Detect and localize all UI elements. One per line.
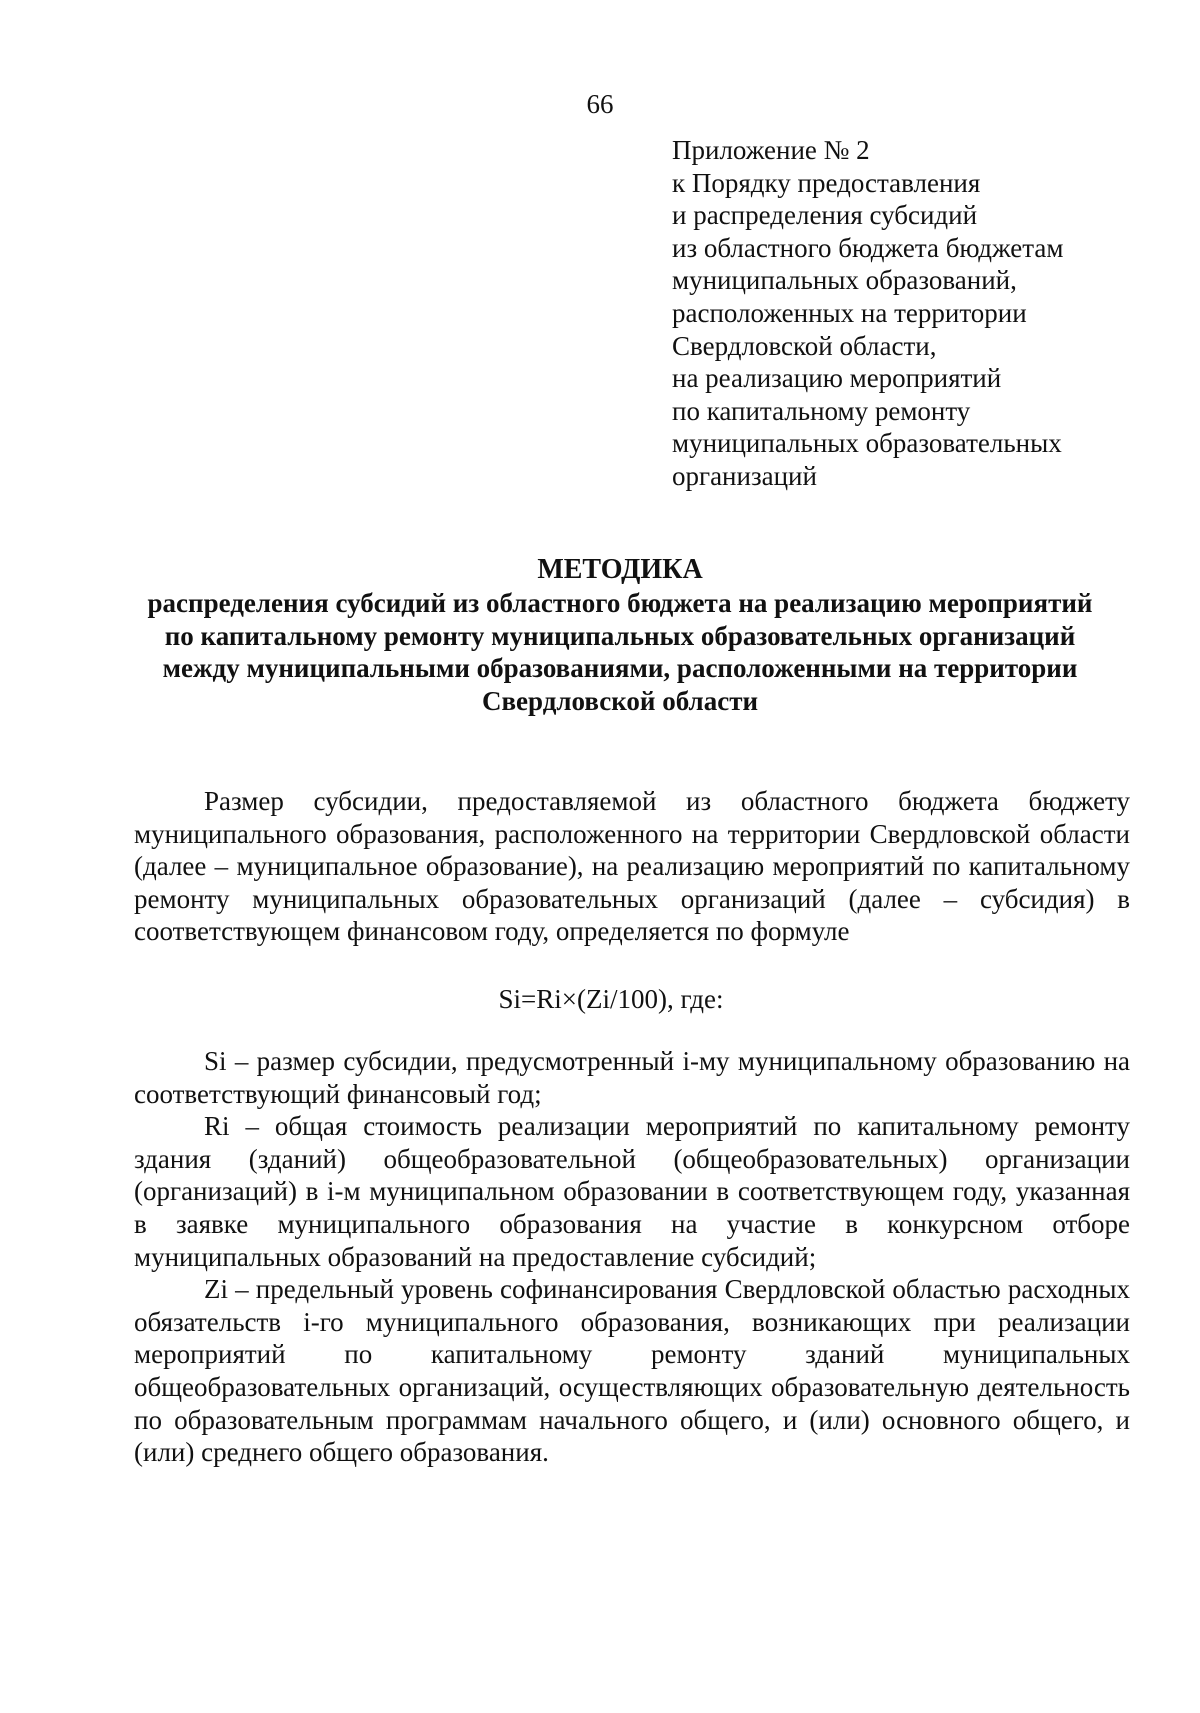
appendix-line: Свердловской области, (672, 330, 937, 361)
definition-ri: Ri – общая стоимость реализации мероприятий по капитальному ремонту здания (зданий) общеобразовательной (общеобразовательных) организации (организаций) в i-м муниципальном образовании в соответствующем году, указанная в заявке муниципального образования на участие в конкурсном отборе муниципальных образований на предоставление субсидий; (134, 1111, 1130, 1272)
definitions-section (134, 1045, 1130, 1469)
appendix-line: Приложение № 2 (672, 135, 870, 165)
appendix-line: муниципальных образований, (672, 265, 1017, 296)
document-subtitle-line: распределения субсидий из областного бюджета на реализацию мероприятий (147, 588, 1093, 618)
document-subtitle-line: по капитальному ремонту муниципальных образовательных организаций (164, 620, 1076, 651)
document-subtitle-line: Свердловской области (481, 685, 759, 716)
appendix-line: к Порядку предоставления (672, 167, 981, 198)
appendix-line: из областного бюджета бюджетам (672, 232, 1064, 263)
intro-paragraph: Размер субсидии, предоставляемой из областного бюджета бюджету муниципального образования, расположенного на территории Свердловской области (далее – муниципальное образование), на реализацию мероприятий по капитальному ремонту муниципальных образовательных организаций (далее – субсидия) в соответствующем финансовом году, определяется по формуле (134, 786, 1130, 947)
page-number: 66 (586, 89, 614, 119)
appendix-line: на реализацию мероприятий (672, 363, 1002, 394)
appendix-line: организаций (672, 460, 817, 491)
formula: Si=Ri×(Zi/100), где: (498, 984, 724, 1014)
definition-si: Si – размер субсидии, предусмотренный i-му муниципальному образованию на соответствующий финансовый год; (134, 1046, 1130, 1109)
appendix-line: муниципальных образовательных (672, 428, 1062, 459)
document-subtitle-line: между муниципальными образованиями, расположенными на территории (162, 653, 1078, 683)
appendix-line: по капитальному ремонту (672, 395, 971, 426)
appendix-header (672, 134, 1152, 493)
definition-zi: Zi – предельный уровень софинансирования Свердловской областью расходных обязательств i-го муниципального образования, возникающих при реализации мероприятий по капитальному ремонту зданий муниципальных общеобразовательных организаций, осуществляющих образовательную деятельность по образовательным программам начального общего, и (или) основного общего, и (или) среднего общего образования. (134, 1274, 1130, 1468)
appendix-line: и распределения субсидий (672, 200, 978, 231)
intro-section (134, 785, 1130, 948)
document-title-block (120, 553, 1120, 717)
appendix-line: расположенных на территории (672, 297, 1027, 328)
document-title: МЕТОДИКА (537, 554, 703, 585)
